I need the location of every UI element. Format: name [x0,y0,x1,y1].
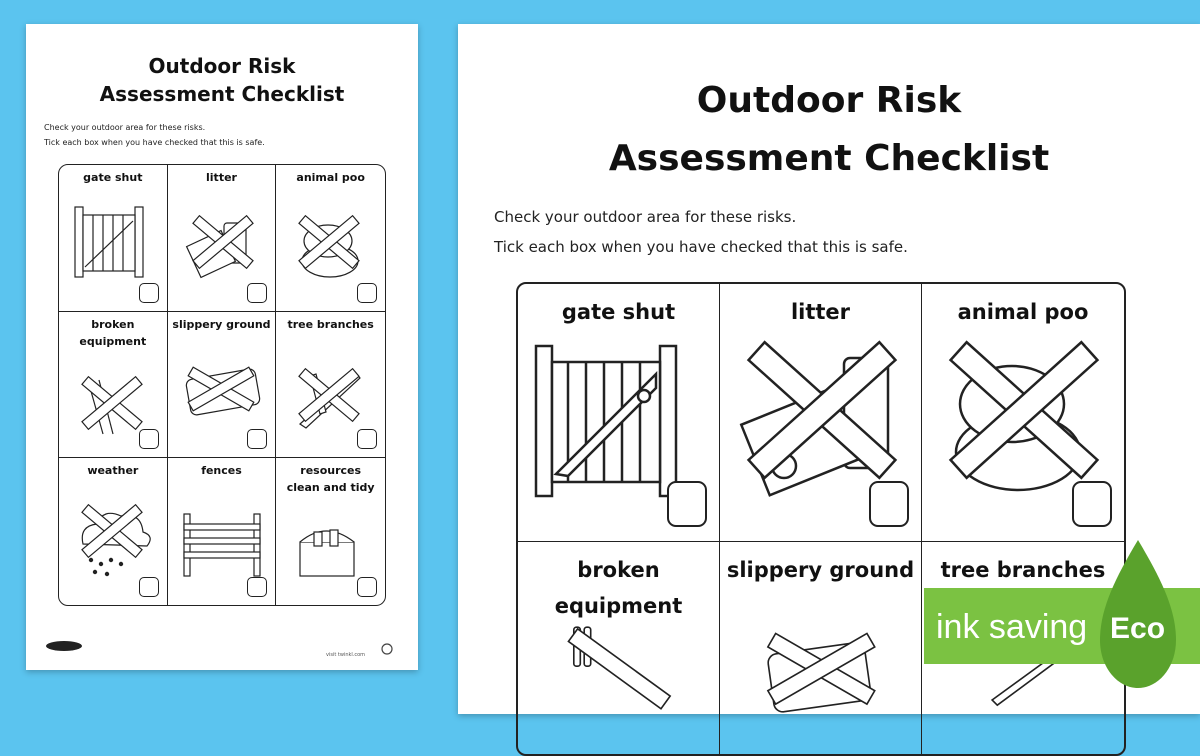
instruction-2: Tick each box when you have checked that this is safe. [494,238,908,256]
item-label: slippery ground [172,317,271,331]
checklist-item-slippery-ground [720,542,922,754]
checkbox[interactable] [357,577,377,597]
checklist-item-tree-branches [276,312,385,459]
item-label-line-2: equipment [554,594,683,618]
badge-eco: Eco [1110,612,1166,645]
checkbox[interactable] [1072,481,1112,527]
item-label: animal poo [957,300,1089,324]
checklist-item-broken-equipment [59,312,168,459]
weather-icon [69,480,157,590]
checkbox[interactable] [357,283,377,303]
checklist-item-litter [720,284,922,542]
item-label: gate shut [83,171,143,184]
checklist-item-fences [168,458,277,605]
checklist-item-broken-equipment [518,542,720,754]
instruction-1: Check your outdoor area for these risks. [494,208,797,226]
animal-poo-icon [286,187,374,297]
checklist-item-resources [276,458,385,605]
instructions [494,202,908,262]
page-title [458,72,1200,188]
item-label: fences [201,464,242,478]
checklist-item-weather [59,458,168,605]
title-line-1: Outdoor Risk [148,54,296,78]
tree-branches-icon [286,334,374,444]
item-label: litter [206,171,237,184]
litter-icon [178,187,266,297]
item-label-line-1: broken [91,317,135,331]
title-line-2: Assessment Checklist [608,138,1050,179]
item-label: gate shut [561,300,676,324]
broken-equipment-icon [69,334,157,444]
checklist-item-slippery-ground [168,312,277,459]
checkbox[interactable] [869,481,909,527]
item-label-line-2: clean and tidy [286,481,375,495]
page-title [26,52,418,108]
recycle-icon [380,642,394,656]
resources-box-icon [286,480,374,590]
item-label: animal poo [296,171,365,184]
worksheet-preview-small [26,24,418,670]
checkbox[interactable] [139,577,159,597]
checklist-item-gate-shut [59,165,168,312]
item-label-line-1: resources [300,464,362,478]
item-label [518,552,719,624]
slippery-ground-icon [178,334,266,444]
checklist-item-animal-poo [922,284,1124,542]
checkbox[interactable] [247,577,267,597]
checklist-item-gate-shut [518,284,720,542]
gate-icon [69,187,157,297]
item-label: tree branches [940,558,1106,582]
instruction-1: Check your outdoor area for these risks. [44,123,206,132]
checklist-item-litter [168,165,277,312]
instructions [44,120,265,150]
item-label: litter [790,300,851,324]
item-label: weather [87,464,139,478]
item-label: tree branches [287,317,374,331]
checkbox[interactable] [247,283,267,303]
item-label-line-2: equipment [79,334,147,348]
checklist-item-animal-poo [276,165,385,312]
twinkl-logo-icon [44,640,84,652]
broken-equipment-icon [532,622,704,752]
badge-text: ink saving [936,608,1088,646]
item-label: slippery ground [726,558,915,582]
slippery-ground-icon [734,622,906,752]
checkbox[interactable] [139,429,159,449]
instruction-2: Tick each box when you have checked that this is safe. [44,138,265,147]
checkbox[interactable] [667,481,707,527]
title-line-2: Assessment Checklist [99,82,345,106]
ink-saving-eco-badge [924,540,1200,700]
footer-url: visit twinkl.com [326,652,366,658]
checkbox[interactable] [357,429,377,449]
item-label-line-1: broken [577,558,660,582]
title-line-1: Outdoor Risk [696,80,962,121]
checkbox[interactable] [139,283,159,303]
fence-icon [178,480,266,590]
checklist-grid [58,164,386,606]
checkbox[interactable] [247,429,267,449]
